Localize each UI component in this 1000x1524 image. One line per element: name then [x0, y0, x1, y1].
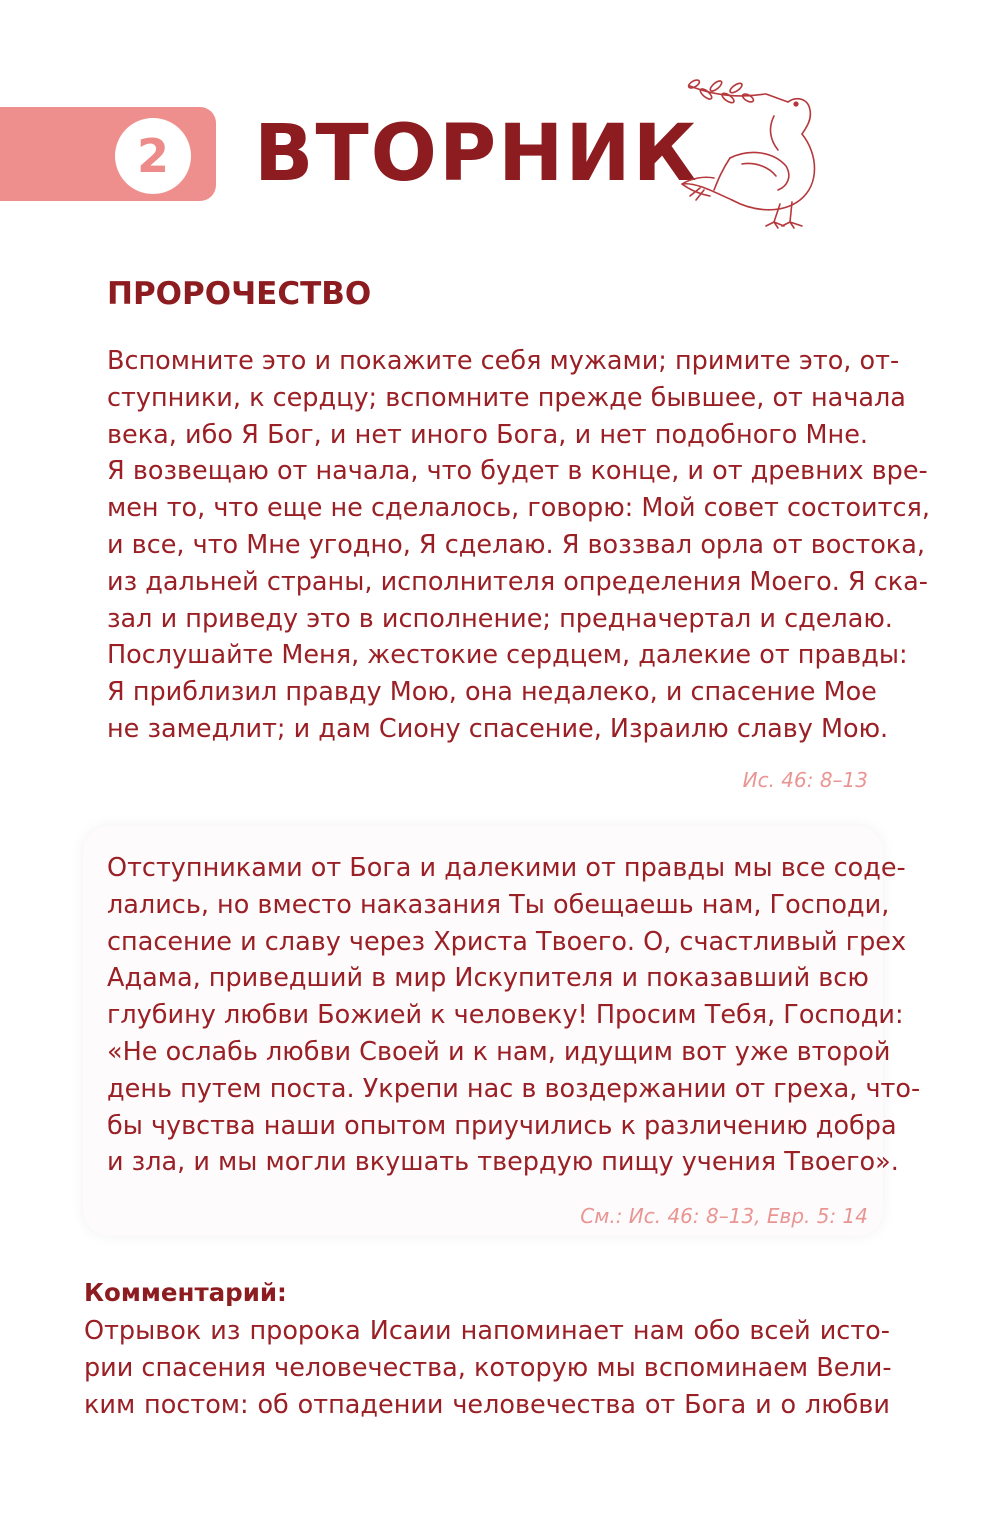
prayer-reference: См.: Ис. 46: 8–13, Евр. 5: 14: [580, 1204, 868, 1228]
commentary-text: [84, 1313, 890, 1423]
prayer-line: Отступниками от Бога и далекими от правды мы все соде-: [107, 853, 906, 883]
commentary-label: Комментарий:: [84, 1278, 287, 1307]
prophecy-line: мен то, что еще не сделалось, говорю: Мой совет состоится,: [107, 493, 930, 524]
prophecy-line: Послушайте Меня, жестокие сердцем, далекие от правды:: [107, 640, 908, 671]
day-title: ВТОРНИК: [254, 109, 699, 199]
dove-with-olive-branch-icon: [670, 72, 840, 242]
prayer-line: глубину любви Божией к человеку! Просим Тебя, Господи:: [107, 1000, 904, 1031]
prophecy-line: Я возвещаю от начала, что будет в конце, и от древних вре-: [107, 456, 928, 487]
commentary-line: ким постом: об отпадении человечества от Бога и о любви: [84, 1389, 890, 1420]
prophecy-line: века, ибо Я Бог, и нет иного Бога, и нет подобного Мне.: [107, 419, 868, 450]
prayer-line: лались, но вместо наказания Ты обещаешь нам, Господи,: [107, 889, 890, 920]
section-title-prophecy: ПРОРОЧЕСТВО: [107, 276, 372, 312]
prayer-text: [107, 850, 921, 1181]
prophecy-reference: Ис. 46: 8–13: [742, 768, 868, 792]
prophecy-line: не замедлит; и дам Сиону спасение, Израилю славу Мою.: [107, 713, 889, 744]
commentary-line: Отрывок из пророка Исаии напоминает нам обо всей исто-: [84, 1316, 890, 1346]
prophecy-text: [107, 343, 930, 748]
prophecy-line: Я приблизил правду Мою, она недалеко, и спасение Мое: [107, 677, 877, 708]
prayer-line: день путем поста. Укрепи нас в воздержании от греха, что-: [107, 1073, 921, 1104]
prayer-line: «Не ослабь любви Своей и к нам, идущим вот уже второй: [107, 1036, 891, 1067]
prophecy-line: зал и приведу это в исполнение; предначертал и сделаю.: [107, 603, 893, 634]
prophecy-line: ступники, к сердцу; вспомните прежде бывшее, от начала: [107, 382, 906, 413]
commentary-line: рии спасения человечества, которую мы вспоминаем Вели-: [84, 1352, 892, 1383]
prayer-line: спасение и славу через Христа Твоего. О, счастливый грех: [107, 926, 907, 957]
prophecy-line: из дальней страны, исполнителя определения Моего. Я ска-: [107, 566, 928, 597]
prayer-line: Адама, приведший в мир Искупителя и показавший всю: [107, 963, 869, 994]
day-number-badge: 2: [115, 118, 191, 194]
prayer-line: бы чувства наши опытом приучились к различению добра: [107, 1110, 897, 1141]
prophecy-line: Вспомните это и покажите себя мужами; примите это, от-: [107, 346, 900, 376]
prayer-line: и зла, и мы могли вкушать твердую пищу учения Твоего».: [107, 1147, 899, 1178]
prophecy-line: и все, что Мне угодно, Я сделаю. Я воззвал орла от востока,: [107, 529, 925, 560]
